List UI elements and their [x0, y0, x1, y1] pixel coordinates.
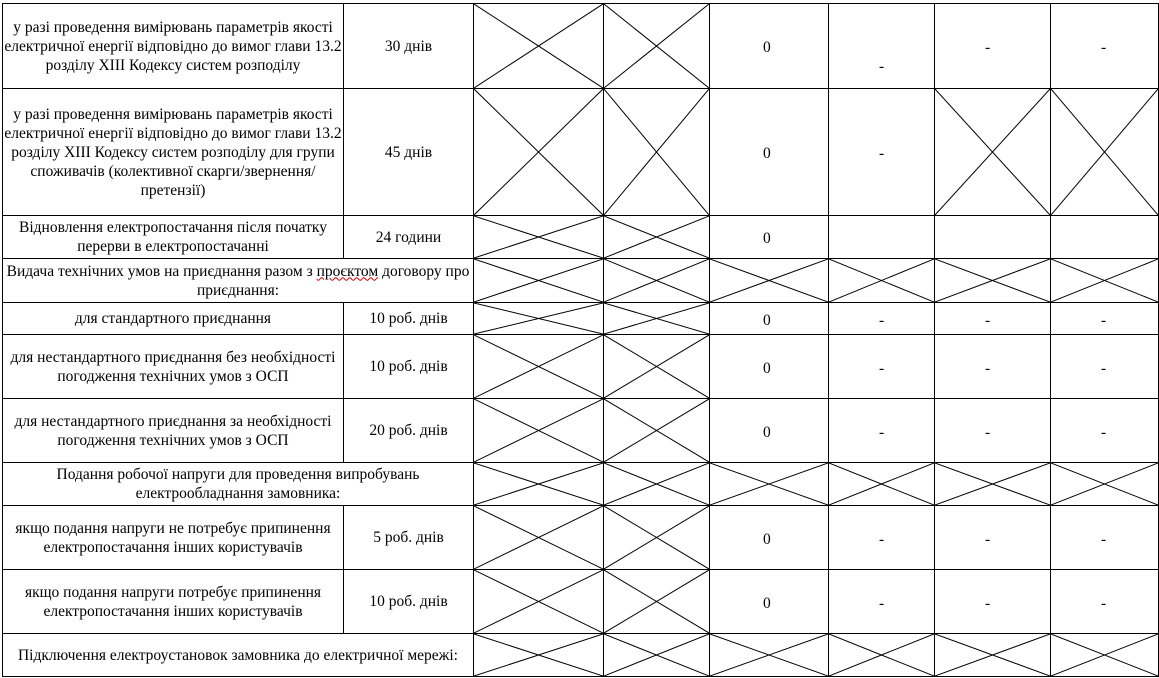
value-cell — [935, 303, 1051, 335]
value-cell — [935, 4, 1051, 89]
section-heading: Подання робочої напруги для проведення випробувань електрообладнання замовника: — [3, 463, 474, 506]
value-cell — [829, 303, 935, 335]
row-description: для нестандартного приєднання за необхідності погодження технічних умов з ОСП — [3, 399, 344, 463]
value-cell — [829, 335, 935, 399]
row-term: 5 роб. днів — [344, 506, 474, 570]
cross-mark-icon — [474, 303, 603, 334]
cross-mark-icon — [935, 634, 1050, 676]
value-cell — [935, 506, 1051, 570]
crossed-cell — [710, 634, 829, 677]
cross-mark-icon — [604, 303, 709, 334]
table-row — [3, 259, 1159, 303]
table-row — [3, 399, 1159, 463]
value-cell — [829, 399, 935, 463]
row-term: 10 роб. днів — [344, 570, 474, 634]
crossed-cell — [474, 89, 604, 216]
value-cell — [710, 570, 829, 634]
value-text: - — [1101, 423, 1107, 441]
value-cell — [1051, 4, 1159, 89]
row-term: 45 днів — [344, 89, 474, 216]
row-description: для нестандартного приєднання без необхідності погодження технічних умов з ОСП — [3, 335, 344, 399]
crossed-cell — [474, 335, 604, 399]
value-text: - — [985, 423, 991, 441]
value-text: - — [985, 359, 991, 377]
cross-mark-icon — [604, 259, 709, 302]
value-cell — [935, 570, 1051, 634]
crossed-cell — [474, 506, 604, 570]
cross-mark-icon — [604, 216, 709, 258]
row-term: 30 днів — [344, 4, 474, 89]
cross-mark-icon — [710, 259, 828, 302]
crossed-cell — [1051, 89, 1159, 216]
value-text: 0 — [763, 530, 771, 548]
crossed-cell — [474, 303, 604, 335]
crossed-cell — [1051, 259, 1159, 303]
cross-mark-icon — [1051, 634, 1158, 676]
empty-cell — [829, 216, 935, 259]
crossed-cell — [474, 4, 604, 89]
value-text: - — [1101, 311, 1107, 329]
cross-mark-icon — [1051, 463, 1158, 505]
value-cell — [1051, 399, 1159, 463]
cross-mark-icon — [604, 506, 709, 569]
value-text: 0 — [763, 311, 771, 329]
cross-mark-icon — [474, 570, 603, 633]
cross-mark-icon — [604, 89, 709, 215]
value-cell — [935, 335, 1051, 399]
cross-mark-icon — [474, 399, 603, 462]
crossed-cell — [829, 259, 935, 303]
value-text: - — [1101, 530, 1107, 548]
cross-mark-icon — [1051, 259, 1158, 302]
value-text: - — [879, 423, 885, 441]
value-text: 0 — [763, 39, 771, 56]
value-cell — [829, 4, 935, 89]
value-text: - — [879, 311, 885, 329]
value-cell — [1051, 570, 1159, 634]
cross-mark-icon — [474, 216, 603, 258]
crossed-cell — [710, 259, 829, 303]
crossed-cell — [1051, 463, 1159, 506]
cross-mark-icon — [604, 570, 709, 633]
value-cell — [935, 399, 1051, 463]
row-description: у разі проведення вимірювань параметрів якості електричної енергії відповідно до вимог глави 13.2 розділу XIII Кодексу систем розподілу — [3, 4, 344, 89]
crossed-cell — [935, 634, 1051, 677]
value-cell — [829, 570, 935, 634]
value-text: 0 — [763, 230, 771, 247]
value-text: - — [1101, 594, 1107, 612]
table-row — [3, 335, 1159, 399]
crossed-cell — [474, 216, 604, 259]
empty-cell — [1051, 216, 1159, 259]
value-text: - — [985, 39, 991, 56]
standards-table — [2, 3, 1159, 677]
value-text: - — [985, 530, 991, 548]
cross-mark-icon — [829, 259, 934, 302]
value-cell — [710, 89, 829, 216]
row-description: якщо подання напруги не потребує припинення електропостачання інших користувачів — [3, 506, 344, 570]
cross-mark-icon — [604, 4, 709, 88]
table-row — [3, 634, 1159, 677]
cross-mark-icon — [935, 259, 1050, 302]
value-cell — [829, 506, 935, 570]
value-text: 0 — [763, 594, 771, 612]
crossed-cell — [935, 259, 1051, 303]
table-row — [3, 89, 1159, 216]
crossed-cell — [604, 399, 710, 463]
crossed-cell — [604, 463, 710, 506]
crossed-cell — [604, 634, 710, 677]
value-text: 0 — [763, 145, 771, 162]
value-text: - — [985, 311, 991, 329]
cross-mark-icon — [829, 634, 934, 676]
cross-mark-icon — [604, 399, 709, 462]
value-text: - — [985, 594, 991, 612]
crossed-cell — [604, 259, 710, 303]
value-cell — [710, 506, 829, 570]
cross-mark-icon — [829, 463, 934, 505]
value-text: 0 — [763, 423, 771, 441]
row-term: 20 роб. днів — [344, 399, 474, 463]
crossed-cell — [935, 463, 1051, 506]
cross-mark-icon — [935, 463, 1050, 505]
cross-mark-icon — [710, 463, 828, 505]
value-text: - — [1101, 39, 1107, 56]
crossed-cell — [474, 570, 604, 634]
value-cell — [1051, 303, 1159, 335]
crossed-cell — [829, 634, 935, 677]
crossed-cell — [474, 399, 604, 463]
value-cell — [710, 216, 829, 259]
row-description: якщо подання напруги потребує припинення електропостачання інших користувачів — [3, 570, 344, 634]
value-cell — [829, 89, 935, 216]
table-row — [3, 506, 1159, 570]
row-term: 10 роб. днів — [344, 303, 474, 335]
row-description: Відновлення електропостачання після початку перерви в електропостачанні — [3, 216, 344, 259]
cross-mark-icon — [604, 634, 709, 676]
empty-cell — [935, 216, 1051, 259]
value-cell — [710, 303, 829, 335]
crossed-cell — [710, 463, 829, 506]
cross-mark-icon — [474, 335, 603, 398]
value-text: - — [879, 594, 885, 612]
value-text: 0 — [763, 359, 771, 377]
cross-mark-icon — [474, 506, 603, 569]
crossed-cell — [604, 216, 710, 259]
row-description: для стандартного приєднання — [3, 303, 344, 335]
crossed-cell — [604, 89, 710, 216]
crossed-cell — [474, 259, 604, 303]
value-cell — [710, 4, 829, 89]
cross-mark-icon — [474, 463, 603, 505]
value-cell — [710, 399, 829, 463]
cross-mark-icon — [474, 259, 603, 302]
cross-mark-icon — [604, 335, 709, 398]
cross-mark-icon — [474, 634, 603, 676]
row-term: 10 роб. днів — [344, 335, 474, 399]
section-heading: Підключення електроустановок замовника до електричної мережі: — [3, 634, 474, 677]
row-term: 24 години — [344, 216, 474, 259]
row-description: у разі проведення вимірювань параметрів якості електричної енергії відповідно до вимог глави 13.2 розділу XIII Кодексу систем розподілу для групи споживачів (колективної скарги/звернення/претензії) — [3, 89, 344, 216]
value-cell — [710, 335, 829, 399]
value-text: - — [1101, 359, 1107, 377]
crossed-cell — [604, 4, 710, 89]
value-cell — [1051, 335, 1159, 399]
cross-mark-icon — [1051, 89, 1158, 215]
crossed-cell — [935, 89, 1051, 216]
crossed-cell — [829, 463, 935, 506]
crossed-cell — [474, 634, 604, 677]
value-text: - — [879, 359, 885, 377]
crossed-cell — [604, 303, 710, 335]
table-row — [3, 303, 1159, 335]
crossed-cell — [604, 570, 710, 634]
table-row — [3, 216, 1159, 259]
cross-mark-icon — [474, 89, 603, 215]
crossed-cell — [474, 463, 604, 506]
section-heading: Видача технічних умов на приєднання разом з проєктом договору про приєднання: — [3, 259, 474, 303]
cross-mark-icon — [935, 89, 1050, 215]
crossed-cell — [604, 506, 710, 570]
cross-mark-icon — [604, 463, 709, 505]
table-row — [3, 4, 1159, 89]
value-text: - — [879, 57, 885, 75]
value-cell — [1051, 506, 1159, 570]
cross-mark-icon — [474, 4, 603, 88]
table-row — [3, 570, 1159, 634]
crossed-cell — [1051, 634, 1159, 677]
value-text: - — [879, 145, 885, 162]
table-row — [3, 463, 1159, 506]
value-text: - — [879, 530, 885, 548]
cross-mark-icon — [710, 634, 828, 676]
crossed-cell — [604, 335, 710, 399]
